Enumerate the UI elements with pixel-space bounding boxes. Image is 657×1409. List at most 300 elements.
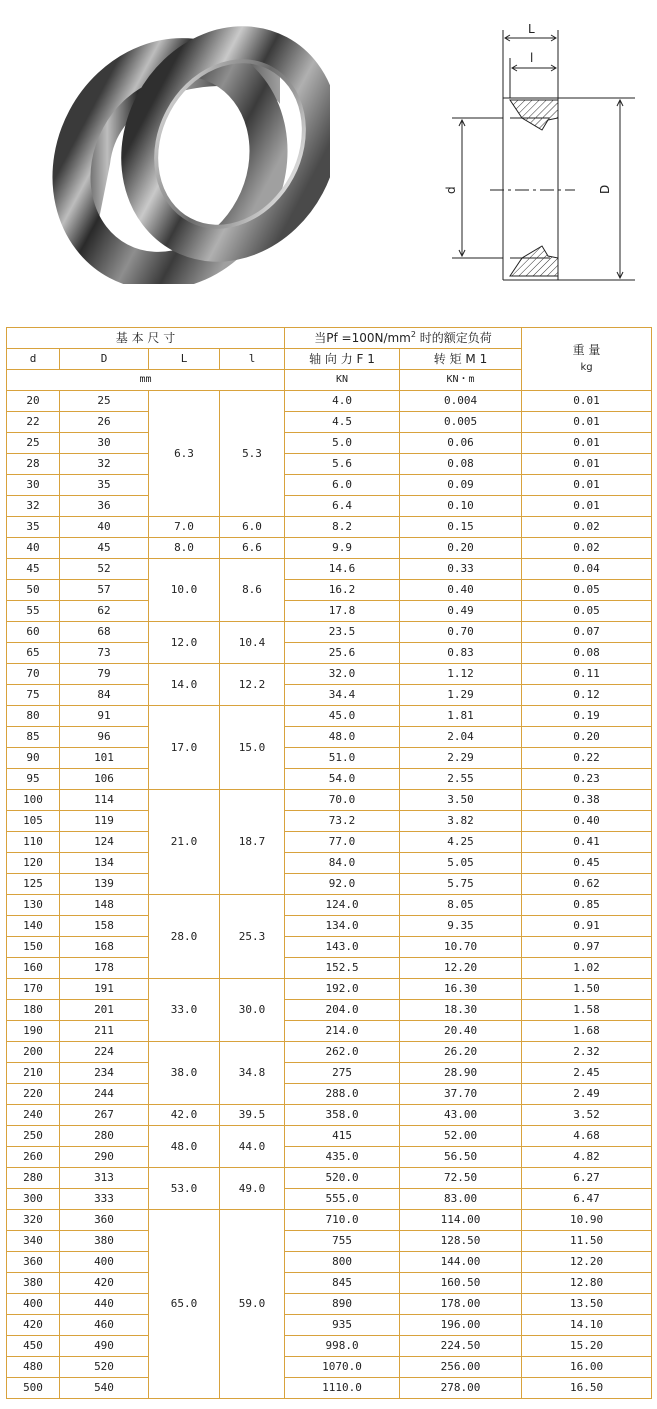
cell-torque: 43.00 [400, 1105, 522, 1126]
cell-D: 234 [60, 1063, 149, 1084]
label-l: l [530, 51, 534, 65]
cell-axial-force: 415 [285, 1126, 400, 1147]
table-row [7, 790, 652, 811]
cell-torque: 16.30 [400, 979, 522, 1000]
cell-torque: 3.50 [400, 790, 522, 811]
cell-torque: 9.35 [400, 916, 522, 937]
cell-D: 313 [60, 1168, 149, 1189]
cell-weight: 0.08 [522, 643, 652, 664]
cell-D: 57 [60, 580, 149, 601]
cell-d: 20 [7, 391, 60, 412]
cell-torque: 10.70 [400, 937, 522, 958]
cell-D: 91 [60, 706, 149, 727]
cell-d: 380 [7, 1273, 60, 1294]
cell-D: 52 [60, 559, 149, 580]
cell-torque: 1.29 [400, 685, 522, 706]
cell-torque: 4.25 [400, 832, 522, 853]
cell-d: 28 [7, 454, 60, 475]
cell-D: 119 [60, 811, 149, 832]
cell-torque: 1.81 [400, 706, 522, 727]
cell-axial-force: 204.0 [285, 1000, 400, 1021]
table-row [7, 580, 652, 601]
cell-d: 105 [7, 811, 60, 832]
cell-weight: 6.27 [522, 1168, 652, 1189]
cell-D: 68 [60, 622, 149, 643]
cell-weight: 1.50 [522, 979, 652, 1000]
table-row [7, 475, 652, 496]
label-d: d [444, 186, 458, 194]
table-body [7, 391, 652, 1399]
cell-torque: 20.40 [400, 1021, 522, 1042]
cell-weight: 0.12 [522, 685, 652, 706]
cell-torque: 0.09 [400, 475, 522, 496]
table-row [7, 811, 652, 832]
cell-weight: 0.01 [522, 496, 652, 517]
cell-axial-force: 17.8 [285, 601, 400, 622]
cell-D: 460 [60, 1315, 149, 1336]
cell-weight: 1.68 [522, 1021, 652, 1042]
cell-D: 124 [60, 832, 149, 853]
table-row [7, 412, 652, 433]
cell-d: 260 [7, 1147, 60, 1168]
table-row [7, 1147, 652, 1168]
cell-d: 30 [7, 475, 60, 496]
cell-L: 12.0 [149, 622, 220, 664]
cell-weight: 0.19 [522, 706, 652, 727]
cell-D: 40 [60, 517, 149, 538]
table-row [7, 937, 652, 958]
cell-d: 140 [7, 916, 60, 937]
cell-axial-force: 152.5 [285, 958, 400, 979]
cell-d: 240 [7, 1105, 60, 1126]
cell-D: 79 [60, 664, 149, 685]
product-photo [50, 14, 330, 284]
table-row [7, 391, 652, 412]
cell-axial-force: 998.0 [285, 1336, 400, 1357]
cell-d: 300 [7, 1189, 60, 1210]
header-D: D [60, 349, 149, 370]
cell-D: 211 [60, 1021, 149, 1042]
cell-d: 40 [7, 538, 60, 559]
cell-axial-force: 8.2 [285, 517, 400, 538]
cell-D: 35 [60, 475, 149, 496]
cell-weight: 12.20 [522, 1252, 652, 1273]
cell-l: 18.7 [220, 790, 285, 895]
cell-d: 35 [7, 517, 60, 538]
cell-D: 168 [60, 937, 149, 958]
cell-D: 280 [60, 1126, 149, 1147]
cell-d: 80 [7, 706, 60, 727]
cell-d: 50 [7, 580, 60, 601]
cell-axial-force: 555.0 [285, 1189, 400, 1210]
cell-weight: 0.02 [522, 517, 652, 538]
cell-torque: 37.70 [400, 1084, 522, 1105]
cell-weight: 4.82 [522, 1147, 652, 1168]
cell-weight: 10.90 [522, 1210, 652, 1231]
cell-d: 120 [7, 853, 60, 874]
cell-d: 55 [7, 601, 60, 622]
cell-torque: 26.20 [400, 1042, 522, 1063]
cell-weight: 13.50 [522, 1294, 652, 1315]
cell-axial-force: 4.5 [285, 412, 400, 433]
cell-torque: 8.05 [400, 895, 522, 916]
cell-D: 380 [60, 1231, 149, 1252]
table-row [7, 1357, 652, 1378]
cell-d: 90 [7, 748, 60, 769]
table-row [7, 559, 652, 580]
cell-d: 150 [7, 937, 60, 958]
cell-D: 333 [60, 1189, 149, 1210]
table-row [7, 1294, 652, 1315]
table-row [7, 1168, 652, 1189]
cell-d: 130 [7, 895, 60, 916]
table-row [7, 643, 652, 664]
cell-d: 65 [7, 643, 60, 664]
cell-weight: 1.02 [522, 958, 652, 979]
cell-d: 60 [7, 622, 60, 643]
cell-torque: 0.49 [400, 601, 522, 622]
table-row [7, 1273, 652, 1294]
cell-L: 28.0 [149, 895, 220, 979]
table-row [7, 748, 652, 769]
cell-torque: 72.50 [400, 1168, 522, 1189]
cell-torque: 56.50 [400, 1147, 522, 1168]
cell-weight: 0.62 [522, 874, 652, 895]
cell-axial-force: 6.0 [285, 475, 400, 496]
cell-D: 244 [60, 1084, 149, 1105]
cell-torque: 18.30 [400, 1000, 522, 1021]
cell-axial-force: 25.6 [285, 643, 400, 664]
table-row [7, 454, 652, 475]
table-row [7, 874, 652, 895]
cell-l: 25.3 [220, 895, 285, 979]
cell-weight: 0.01 [522, 433, 652, 454]
table-row [7, 1105, 652, 1126]
table-row [7, 1084, 652, 1105]
table-row [7, 1231, 652, 1252]
cell-torque: 0.004 [400, 391, 522, 412]
cell-d: 100 [7, 790, 60, 811]
cell-L: 17.0 [149, 706, 220, 790]
cross-section-drawing [430, 18, 650, 290]
cell-weight: 0.41 [522, 832, 652, 853]
header-torque: 转 矩 M 1 [400, 349, 522, 370]
table-row [7, 433, 652, 454]
cell-D: 540 [60, 1378, 149, 1399]
cell-torque: 128.50 [400, 1231, 522, 1252]
cell-D: 114 [60, 790, 149, 811]
cell-axial-force: 16.2 [285, 580, 400, 601]
cell-weight: 0.11 [522, 664, 652, 685]
table-row [7, 1042, 652, 1063]
cell-D: 30 [60, 433, 149, 454]
table-row [7, 1189, 652, 1210]
cell-axial-force: 800 [285, 1252, 400, 1273]
cell-axial-force: 1110.0 [285, 1378, 400, 1399]
cell-torque: 256.00 [400, 1357, 522, 1378]
cell-torque: 0.40 [400, 580, 522, 601]
cell-weight: 0.01 [522, 454, 652, 475]
table-row [7, 1252, 652, 1273]
cell-D: 45 [60, 538, 149, 559]
header-axial-force: 轴 向 力 F 1 [285, 349, 400, 370]
cell-weight: 0.38 [522, 790, 652, 811]
cell-weight: 0.01 [522, 412, 652, 433]
cell-torque: 0.005 [400, 412, 522, 433]
cell-D: 267 [60, 1105, 149, 1126]
cell-axial-force: 4.0 [285, 391, 400, 412]
cell-axial-force: 32.0 [285, 664, 400, 685]
cell-d: 25 [7, 433, 60, 454]
table-row [7, 538, 652, 559]
cell-l: 39.5 [220, 1105, 285, 1126]
cell-weight: 0.02 [522, 538, 652, 559]
table-row [7, 958, 652, 979]
cell-axial-force: 214.0 [285, 1021, 400, 1042]
cell-axial-force: 262.0 [285, 1042, 400, 1063]
cell-weight: 16.00 [522, 1357, 652, 1378]
cell-torque: 5.75 [400, 874, 522, 895]
cell-torque: 0.33 [400, 559, 522, 580]
cell-weight: 0.91 [522, 916, 652, 937]
cell-axial-force: 192.0 [285, 979, 400, 1000]
cell-L: 21.0 [149, 790, 220, 895]
cell-d: 70 [7, 664, 60, 685]
header-unit-mm: mm [7, 370, 285, 391]
table-row [7, 895, 652, 916]
cell-L: 48.0 [149, 1126, 220, 1168]
cell-D: 96 [60, 727, 149, 748]
cell-d: 320 [7, 1210, 60, 1231]
cell-weight: 0.01 [522, 391, 652, 412]
cell-l: 49.0 [220, 1168, 285, 1210]
cell-axial-force: 9.9 [285, 538, 400, 559]
table-row [7, 664, 652, 685]
cell-axial-force: 134.0 [285, 916, 400, 937]
table-row [7, 1000, 652, 1021]
table-row [7, 496, 652, 517]
cell-weight: 0.07 [522, 622, 652, 643]
cell-axial-force: 45.0 [285, 706, 400, 727]
cell-weight: 0.97 [522, 937, 652, 958]
cell-d: 95 [7, 769, 60, 790]
cell-D: 224 [60, 1042, 149, 1063]
cell-weight: 0.22 [522, 748, 652, 769]
cell-axial-force: 51.0 [285, 748, 400, 769]
cell-axial-force: 288.0 [285, 1084, 400, 1105]
cell-d: 32 [7, 496, 60, 517]
cell-L: 65.0 [149, 1210, 220, 1399]
cell-d: 210 [7, 1063, 60, 1084]
cell-d: 280 [7, 1168, 60, 1189]
header-rated-load: 当$Pf =100N/mm^2$ 时的额定负荷 [285, 328, 522, 349]
label-D: D [598, 184, 612, 194]
cell-weight: 12.80 [522, 1273, 652, 1294]
cell-weight: 3.52 [522, 1105, 652, 1126]
cell-d: 190 [7, 1021, 60, 1042]
cell-weight: 0.05 [522, 580, 652, 601]
table-row [7, 685, 652, 706]
cell-torque: 2.29 [400, 748, 522, 769]
cell-D: 520 [60, 1357, 149, 1378]
cell-D: 148 [60, 895, 149, 916]
cell-weight: 0.40 [522, 811, 652, 832]
table-row [7, 517, 652, 538]
cell-l: 8.6 [220, 559, 285, 622]
cell-D: 178 [60, 958, 149, 979]
cell-l: 6.0 [220, 517, 285, 538]
cell-d: 75 [7, 685, 60, 706]
cell-axial-force: 845 [285, 1273, 400, 1294]
cell-torque: 114.00 [400, 1210, 522, 1231]
cell-l: 10.4 [220, 622, 285, 664]
cell-weight: 0.23 [522, 769, 652, 790]
cell-D: 62 [60, 601, 149, 622]
cell-D: 32 [60, 454, 149, 475]
cell-torque: 196.00 [400, 1315, 522, 1336]
cell-D: 101 [60, 748, 149, 769]
cell-d: 250 [7, 1126, 60, 1147]
table-row [7, 1378, 652, 1399]
cell-axial-force: 84.0 [285, 853, 400, 874]
table-row [7, 727, 652, 748]
header-weight: 重 量 kg [522, 328, 652, 391]
cell-L: 14.0 [149, 664, 220, 706]
cell-weight: 0.05 [522, 601, 652, 622]
cell-axial-force: 73.2 [285, 811, 400, 832]
cell-weight: 2.32 [522, 1042, 652, 1063]
cell-L: 7.0 [149, 517, 220, 538]
cell-torque: 278.00 [400, 1378, 522, 1399]
cell-d: 400 [7, 1294, 60, 1315]
cell-d: 85 [7, 727, 60, 748]
cell-axial-force: 143.0 [285, 937, 400, 958]
cell-axial-force: 520.0 [285, 1168, 400, 1189]
cell-torque: 1.12 [400, 664, 522, 685]
cell-weight: 15.20 [522, 1336, 652, 1357]
table-row [7, 1315, 652, 1336]
cell-axial-force: 124.0 [285, 895, 400, 916]
cell-l: 34.8 [220, 1042, 285, 1105]
cell-torque: 52.00 [400, 1126, 522, 1147]
cell-axial-force: 5.0 [285, 433, 400, 454]
cell-d: 200 [7, 1042, 60, 1063]
cell-torque: 224.50 [400, 1336, 522, 1357]
cell-D: 134 [60, 853, 149, 874]
table-row [7, 706, 652, 727]
cell-D: 73 [60, 643, 149, 664]
cell-torque: 28.90 [400, 1063, 522, 1084]
cell-D: 191 [60, 979, 149, 1000]
dimension-table [6, 327, 652, 1399]
cell-D: 490 [60, 1336, 149, 1357]
cell-axial-force: 48.0 [285, 727, 400, 748]
cell-torque: 0.15 [400, 517, 522, 538]
cell-d: 45 [7, 559, 60, 580]
cell-weight: 6.47 [522, 1189, 652, 1210]
cell-axial-force: 54.0 [285, 769, 400, 790]
header-L: L [149, 349, 220, 370]
cell-L: 38.0 [149, 1042, 220, 1105]
cell-D: 201 [60, 1000, 149, 1021]
table-row [7, 601, 652, 622]
cell-D: 400 [60, 1252, 149, 1273]
cell-d: 160 [7, 958, 60, 979]
table-row [7, 1336, 652, 1357]
cell-torque: 0.06 [400, 433, 522, 454]
cell-torque: 160.50 [400, 1273, 522, 1294]
cell-weight: 0.85 [522, 895, 652, 916]
cell-l: 59.0 [220, 1210, 285, 1399]
cell-axial-force: 6.4 [285, 496, 400, 517]
cell-D: 360 [60, 1210, 149, 1231]
cell-axial-force: 34.4 [285, 685, 400, 706]
cell-axial-force: 5.6 [285, 454, 400, 475]
cell-D: 290 [60, 1147, 149, 1168]
cell-axial-force: 77.0 [285, 832, 400, 853]
cell-d: 180 [7, 1000, 60, 1021]
cell-D: 106 [60, 769, 149, 790]
table-row [7, 622, 652, 643]
cell-d: 360 [7, 1252, 60, 1273]
cell-torque: 144.00 [400, 1252, 522, 1273]
cell-axial-force: 1070.0 [285, 1357, 400, 1378]
cell-axial-force: 435.0 [285, 1147, 400, 1168]
cell-axial-force: 23.5 [285, 622, 400, 643]
cell-axial-force: 70.0 [285, 790, 400, 811]
cell-l: 15.0 [220, 706, 285, 790]
label-L: L [528, 22, 535, 36]
header-l: l [220, 349, 285, 370]
cell-d: 22 [7, 412, 60, 433]
cell-axial-force: 358.0 [285, 1105, 400, 1126]
cell-torque: 2.04 [400, 727, 522, 748]
cell-torque: 0.20 [400, 538, 522, 559]
cell-weight: 16.50 [522, 1378, 652, 1399]
table-row [7, 769, 652, 790]
cell-torque: 2.55 [400, 769, 522, 790]
cell-L: 53.0 [149, 1168, 220, 1210]
cell-l: 44.0 [220, 1126, 285, 1168]
table-row [7, 1126, 652, 1147]
cell-D: 158 [60, 916, 149, 937]
cell-D: 139 [60, 874, 149, 895]
cell-torque: 83.00 [400, 1189, 522, 1210]
cell-L: 6.3 [149, 391, 220, 517]
cell-torque: 0.10 [400, 496, 522, 517]
cell-axial-force: 710.0 [285, 1210, 400, 1231]
cell-weight: 4.68 [522, 1126, 652, 1147]
cell-weight: 2.45 [522, 1063, 652, 1084]
cell-L: 33.0 [149, 979, 220, 1042]
cell-d: 220 [7, 1084, 60, 1105]
table-row [7, 1210, 652, 1231]
table-row [7, 853, 652, 874]
cell-d: 420 [7, 1315, 60, 1336]
cell-axial-force: 14.6 [285, 559, 400, 580]
cell-D: 440 [60, 1294, 149, 1315]
cell-weight: 0.20 [522, 727, 652, 748]
cell-L: 10.0 [149, 559, 220, 622]
cell-D: 26 [60, 412, 149, 433]
table-row [7, 916, 652, 937]
cell-D: 25 [60, 391, 149, 412]
cell-l: 6.6 [220, 538, 285, 559]
cell-torque: 5.05 [400, 853, 522, 874]
cell-d: 340 [7, 1231, 60, 1252]
cell-l: 30.0 [220, 979, 285, 1042]
cell-D: 84 [60, 685, 149, 706]
